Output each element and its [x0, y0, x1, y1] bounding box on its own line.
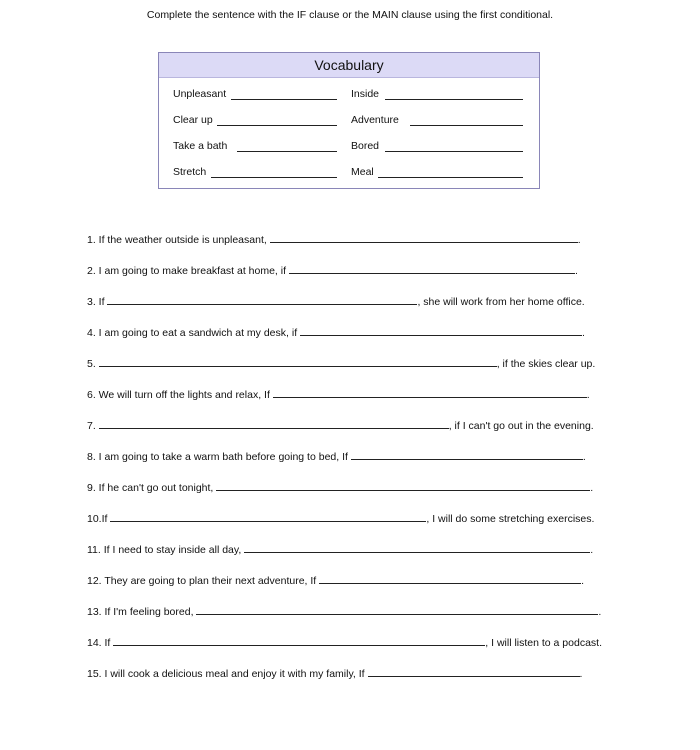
question-text: 14. If [87, 637, 111, 649]
vocab-answer-line[interactable] [237, 151, 337, 152]
answer-blank[interactable] [113, 636, 485, 646]
question-9 [87, 481, 593, 494]
vocab-word: Meal [351, 166, 374, 178]
question-end: . [598, 606, 602, 618]
vocab-answer-line[interactable] [410, 125, 523, 126]
question-end: . [574, 265, 578, 277]
answer-blank[interactable] [273, 388, 587, 398]
question-end: . [582, 451, 586, 463]
question-text: 3. If [87, 296, 105, 308]
vocab-answer-line[interactable] [378, 177, 523, 178]
question-14 [87, 636, 602, 649]
answer-blank[interactable] [289, 264, 575, 274]
answer-blank[interactable] [319, 574, 581, 584]
question-text: 5. [87, 358, 96, 370]
vocab-answer-line[interactable] [211, 177, 337, 178]
question-end: . [590, 544, 594, 556]
answer-blank[interactable] [270, 233, 578, 243]
question-text: 9. If he can't go out tonight, [87, 482, 214, 494]
question-4 [87, 326, 585, 339]
vocab-word: Stretch [173, 166, 207, 178]
vocab-answer-line[interactable] [231, 99, 337, 100]
question-end: , if I can't go out in the evening. [448, 420, 594, 432]
vocab-word: Take a bath [173, 140, 228, 152]
vocab-word: Adventure [351, 114, 399, 126]
question-text: 7. [87, 420, 96, 432]
question-8 [87, 450, 586, 463]
question-3 [87, 295, 585, 308]
question-end: . [590, 482, 594, 494]
question-text: 11. If I need to stay inside all day, [87, 544, 242, 556]
question-text: 4. I am going to eat a sandwich at my desk, if [87, 327, 298, 339]
question-end: . [581, 575, 585, 587]
question-11 [87, 543, 593, 556]
answer-blank[interactable] [99, 357, 497, 367]
answer-blank[interactable] [107, 295, 417, 305]
question-15 [87, 667, 582, 680]
question-end: , I will do some stretching exercises. [426, 513, 595, 525]
question-end: . [586, 389, 590, 401]
question-12 [87, 574, 584, 587]
answer-blank[interactable] [110, 512, 426, 522]
question-5 [87, 357, 595, 370]
answer-blank[interactable] [300, 326, 582, 336]
question-text: 8. I am going to take a warm bath before going to bed, If [87, 451, 348, 463]
question-text: 1. If the weather outside is unpleasant, [87, 234, 267, 246]
instructions: Complete the sentence with the IF clause or the MAIN clause using the first conditional. [146, 9, 554, 21]
vocab-word: Inside [351, 88, 380, 100]
question-text: 15. I will cook a delicious meal and enjoy it with my family, If [87, 668, 365, 680]
question-2 [87, 264, 578, 277]
question-text: 13. If I'm feeling bored, [87, 606, 194, 618]
question-end: . [577, 234, 581, 246]
question-text: 12. They are going to plan their next adventure, If [87, 575, 317, 587]
vocabulary-box [158, 52, 540, 189]
answer-blank[interactable] [244, 543, 590, 553]
question-text: 2. I am going to make breakfast at home, if [87, 265, 287, 277]
question-7 [87, 419, 594, 432]
vocabulary-title: Vocabulary [159, 53, 539, 78]
question-end: , I will listen to a podcast. [485, 637, 603, 649]
question-end: . [579, 668, 583, 680]
question-end: . [582, 327, 585, 339]
vocab-answer-line[interactable] [385, 151, 523, 152]
question-1 [87, 233, 581, 246]
question-text: 6. We will turn off the lights and relax, If [87, 389, 270, 401]
question-end: , if the skies clear up. [496, 358, 596, 370]
vocab-answer-line[interactable] [385, 99, 523, 100]
vocab-word: Clear up [173, 114, 213, 126]
question-text: 10.If [87, 513, 108, 525]
question-end: , she will work from her home office. [417, 296, 585, 308]
question-6 [87, 388, 590, 401]
answer-blank[interactable] [216, 481, 590, 491]
vocab-answer-line[interactable] [217, 125, 337, 126]
question-13 [87, 605, 601, 618]
vocab-word: Unpleasant [173, 88, 227, 100]
vocab-word: Bored [351, 140, 380, 152]
answer-blank[interactable] [99, 419, 449, 429]
answer-blank[interactable] [368, 667, 580, 677]
answer-blank[interactable] [351, 450, 583, 460]
question-10 [87, 512, 594, 525]
answer-blank[interactable] [196, 605, 598, 615]
